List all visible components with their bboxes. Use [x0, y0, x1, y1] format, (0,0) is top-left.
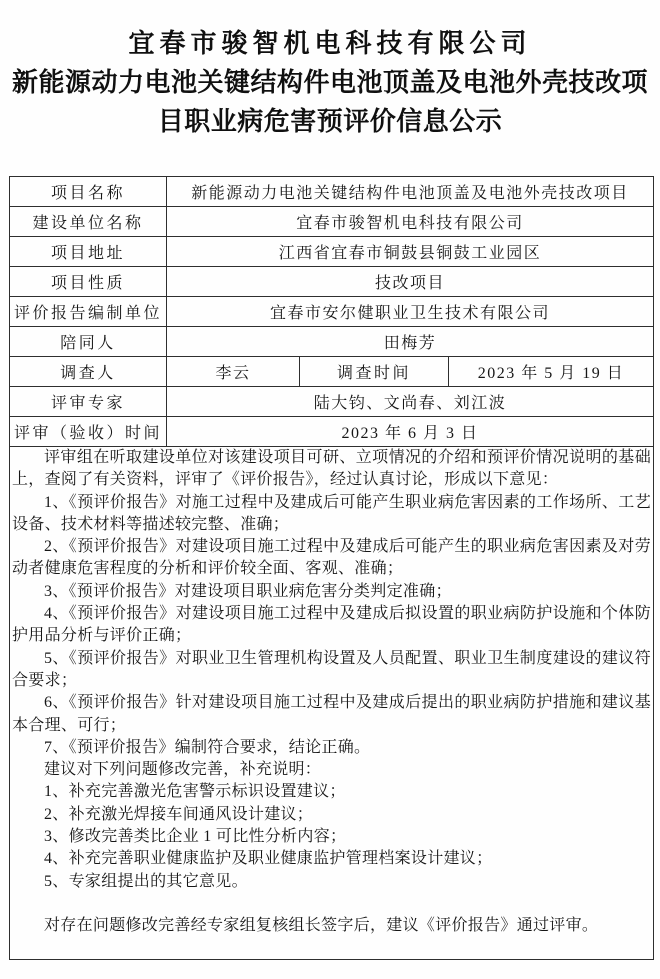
field-label-investigation-time: 调查时间 — [300, 357, 449, 387]
field-label-project-nature: 项目性质 — [10, 267, 167, 297]
field-value-review-time: 2023 年 6 月 3 日 — [167, 417, 654, 447]
field-value-project-address: 江西省宜春市铜鼓县铜鼓工业园区 — [167, 237, 654, 267]
project-info-table — [9, 176, 654, 960]
opinion-item-1: 1、《预评价报告》对施工过程中及建成后可能产生职业病危害因素的工作场所、工艺设备、技术材料等描述较完整、准确； — [12, 493, 652, 533]
suggestions-intro: 建议对下列问题修改完善，补充说明： — [44, 761, 322, 779]
info-row-construction-unit — [10, 207, 654, 237]
suggestion-item-2: 2、补充激光焊接车间通风设计建议； — [44, 805, 314, 823]
info-row-project-nature — [10, 267, 654, 297]
opinion-item-4: 4、《预评价报告》对建设项目施工过程中及建成后拟设置的职业病防护设施和个体防护用品分析与评价正确； — [12, 605, 652, 645]
info-row-review-time — [10, 417, 654, 447]
opinion-item-2: 2、《预评价报告》对建设项目施工过程中及建成后可能产生的职业病危害因素及对劳动者健康危害程度的分析和评价较全面、客观、准确； — [12, 538, 652, 578]
opinion-item-3: 3、《预评价报告》对建设项目职业病危害分类判定准确； — [44, 582, 452, 600]
info-row-review-experts — [10, 387, 654, 417]
field-label-review-time: 评审（验收）时间 — [10, 417, 167, 447]
field-label-report-compiler: 评价报告编制单位 — [10, 297, 167, 327]
review-opinions-cell — [10, 447, 654, 960]
field-label-investigator: 调查人 — [10, 357, 167, 387]
opinion-item-7: 7、《预评价报告》编制符合要求，结论正确。 — [44, 738, 371, 756]
info-row-review-opinions — [10, 447, 654, 960]
suggestion-item-3: 3、修改完善类比企业 1 可比性分析内容； — [44, 828, 347, 846]
field-value-report-compiler: 宜春市安尔健职业卫生技术有限公司 — [167, 297, 654, 327]
suggestion-item-5: 5、专家组提出的其它意见。 — [44, 872, 248, 890]
field-value-construction-unit: 宜春市骏智机电科技有限公司 — [167, 207, 654, 237]
field-label-review-experts: 评审专家 — [10, 387, 167, 417]
info-row-report-compiler — [10, 297, 654, 327]
document-title-line-1: 宜春市骏智机电科技有限公司 — [128, 29, 532, 58]
conclusion-paragraph: 对存在问题修改完善经专家组复核组长签字后，建议《评价报告》通过评审。 — [44, 916, 599, 934]
field-value-accompanying-person: 田梅芳 — [167, 327, 654, 357]
opinion-item-5: 5、《预评价报告》对职业卫生管理机构设置及人员配置、职业卫生制度建设的建议符合要求； — [12, 649, 652, 689]
field-label-construction-unit: 建设单位名称 — [10, 207, 167, 237]
field-value-project-nature: 技改项目 — [167, 267, 654, 297]
field-value-project-name: 新能源动力电池关键结构件电池顶盖及电池外壳技改项目 — [167, 177, 654, 207]
info-row-investigator — [10, 357, 654, 387]
opinion-intro-paragraph: 评审组在听取建设单位对该建设项目可研、立项情况的介绍和预评价情况说明的基础上，查阅了有关资料，评审了《评价报告》，经过认真讨论，形成以下意见： — [12, 449, 652, 489]
info-row-project-address — [10, 237, 654, 267]
field-value-investigation-time: 2023 年 5 月 19 日 — [449, 357, 654, 387]
field-label-project-name: 项目名称 — [10, 177, 167, 207]
suggestion-item-1: 1、补充完善激光危害警示标识设置建议； — [44, 783, 346, 801]
info-row-project-name — [10, 177, 654, 207]
field-label-accompanying-person: 陪同人 — [10, 327, 167, 357]
field-value-review-experts: 陆大钧、文尚春、刘江波 — [167, 387, 654, 417]
document-title-line-3: 目职业病危害预评价信息公示 — [157, 107, 503, 136]
document-title — [0, 0, 660, 141]
field-value-investigator: 李云 — [167, 357, 300, 387]
document-title-line-2: 新能源动力电池关键结构件电池顶盖及电池外壳技改项 — [11, 68, 648, 97]
info-row-accompanying-person — [10, 327, 654, 357]
field-label-project-address: 项目地址 — [10, 237, 167, 267]
suggestion-item-4: 4、补充完善职业健康监护及职业健康监护管理档案设计建议； — [44, 850, 493, 868]
opinion-item-6: 6、《预评价报告》针对建设项目施工过程中及建成后提出的职业病防护措施和建议基本合理、可行； — [12, 694, 652, 734]
